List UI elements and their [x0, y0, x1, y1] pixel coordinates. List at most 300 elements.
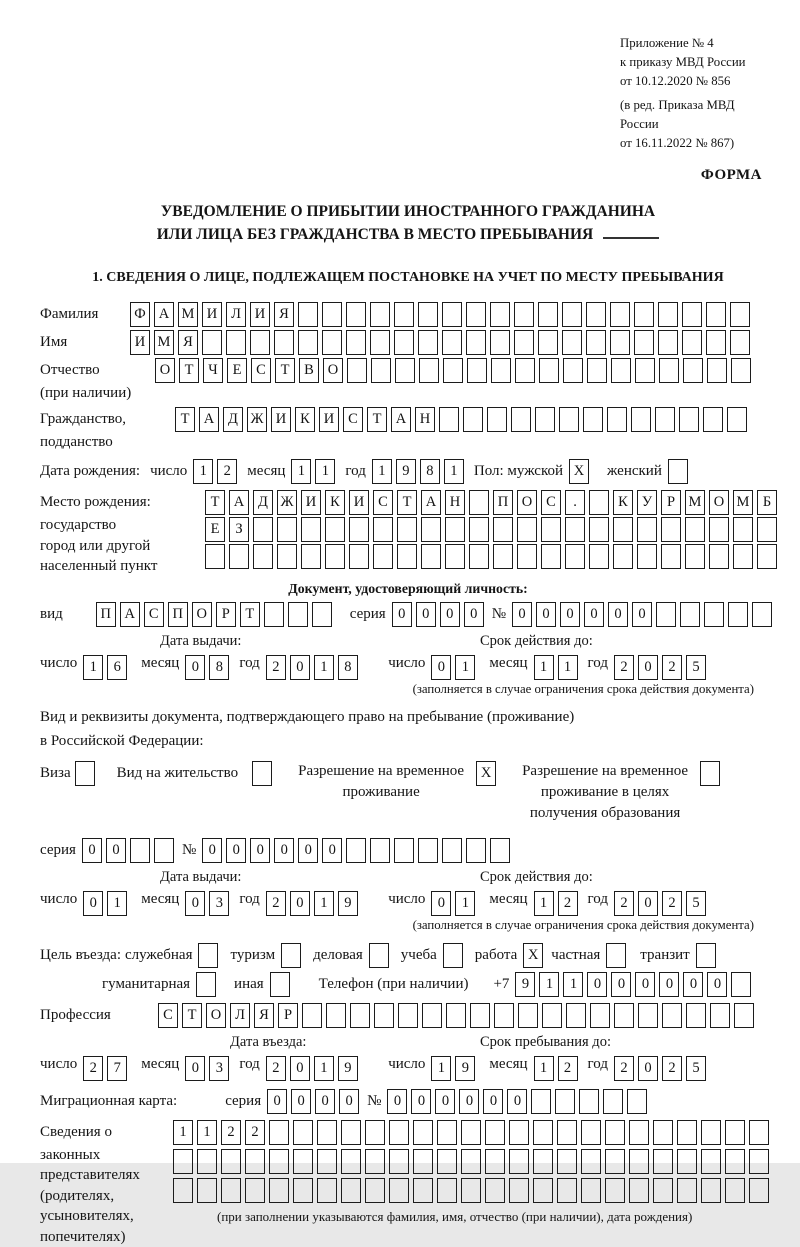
char-cell[interactable]: 5 — [686, 891, 706, 916]
char-cell[interactable] — [293, 1120, 313, 1145]
char-cell[interactable]: И — [250, 302, 270, 327]
char-cell[interactable] — [541, 517, 561, 542]
char-cell[interactable]: Т — [275, 358, 295, 383]
char-cell[interactable] — [253, 517, 273, 542]
char-cell[interactable] — [629, 1149, 649, 1174]
char-cell[interactable] — [709, 544, 729, 569]
char-cell[interactable] — [198, 943, 218, 968]
char-cell[interactable]: 7 — [107, 1056, 127, 1081]
char-cell[interactable]: 0 — [638, 1056, 658, 1081]
char-cell[interactable] — [281, 943, 301, 968]
char-cell[interactable]: Ч — [203, 358, 223, 383]
char-cell[interactable]: 1 — [431, 1056, 451, 1081]
char-cell[interactable]: 1 — [314, 891, 334, 916]
char-cell[interactable] — [469, 517, 489, 542]
char-cell[interactable]: 2 — [83, 1056, 103, 1081]
char-cell[interactable]: У — [637, 490, 657, 515]
char-cell[interactable] — [437, 1178, 457, 1203]
char-cell[interactable] — [557, 1178, 577, 1203]
char-cell[interactable] — [734, 1003, 754, 1028]
char-cell[interactable] — [346, 330, 366, 355]
char-cell[interactable] — [205, 544, 225, 569]
char-cell[interactable] — [365, 1178, 385, 1203]
char-cell[interactable]: 2 — [614, 655, 634, 680]
char-cell[interactable]: И — [130, 330, 150, 355]
char-cell[interactable] — [418, 838, 438, 863]
char-cell[interactable]: Д — [253, 490, 273, 515]
char-cell[interactable] — [514, 330, 534, 355]
char-cell[interactable] — [443, 358, 463, 383]
char-cell[interactable] — [557, 1149, 577, 1174]
char-cell[interactable] — [269, 1149, 289, 1174]
char-cell[interactable]: 1 — [107, 891, 127, 916]
char-cell[interactable] — [725, 1120, 745, 1145]
char-cell[interactable] — [221, 1178, 241, 1203]
char-cell[interactable] — [696, 943, 716, 968]
char-cell[interactable] — [661, 517, 681, 542]
char-cell[interactable]: 1 — [563, 972, 583, 997]
char-cell[interactable]: 0 — [611, 972, 631, 997]
char-cell[interactable]: К — [613, 490, 633, 515]
char-cell[interactable] — [677, 1149, 697, 1174]
char-cell[interactable]: А — [120, 602, 140, 627]
char-cell[interactable] — [493, 517, 513, 542]
char-cell[interactable]: И — [301, 490, 321, 515]
char-cell[interactable]: 1 — [291, 459, 311, 484]
char-cell[interactable]: О — [206, 1003, 226, 1028]
char-cell[interactable] — [277, 544, 297, 569]
char-cell[interactable]: Т — [179, 358, 199, 383]
char-cell[interactable]: 0 — [483, 1089, 503, 1114]
char-cell[interactable] — [270, 972, 290, 997]
char-cell[interactable]: 1 — [534, 655, 554, 680]
char-cell[interactable] — [298, 302, 318, 327]
char-cell[interactable] — [707, 358, 727, 383]
char-cell[interactable]: 1 — [314, 1056, 334, 1081]
char-cell[interactable]: О — [155, 358, 175, 383]
char-cell[interactable] — [586, 330, 606, 355]
char-cell[interactable]: 1 — [534, 1056, 554, 1081]
char-cell[interactable] — [277, 517, 297, 542]
char-cell[interactable]: Р — [216, 602, 236, 627]
char-cell[interactable] — [317, 1120, 337, 1145]
char-cell[interactable] — [517, 544, 537, 569]
char-cell[interactable] — [631, 407, 651, 432]
char-cell[interactable]: В — [299, 358, 319, 383]
char-cell[interactable]: 2 — [245, 1120, 265, 1145]
char-cell[interactable] — [509, 1120, 529, 1145]
char-cell[interactable] — [749, 1178, 769, 1203]
char-cell[interactable]: С — [144, 602, 164, 627]
char-cell[interactable] — [370, 838, 390, 863]
char-cell[interactable]: 0 — [322, 838, 342, 863]
char-cell[interactable]: С — [541, 490, 561, 515]
char-cell[interactable] — [467, 358, 487, 383]
char-cell[interactable]: Я — [178, 330, 198, 355]
char-cell[interactable]: Ж — [277, 490, 297, 515]
char-cell[interactable] — [443, 943, 463, 968]
char-cell[interactable]: Т — [397, 490, 417, 515]
char-cell[interactable]: 2 — [558, 1056, 578, 1081]
char-cell[interactable] — [463, 407, 483, 432]
char-cell[interactable] — [470, 1003, 490, 1028]
char-cell[interactable] — [154, 838, 174, 863]
char-cell[interactable] — [469, 490, 489, 515]
char-cell[interactable] — [680, 602, 700, 627]
char-cell[interactable]: Д — [223, 407, 243, 432]
char-cell[interactable]: Я — [274, 302, 294, 327]
char-cell[interactable]: 2 — [614, 1056, 634, 1081]
char-cell[interactable] — [637, 544, 657, 569]
char-cell[interactable]: 0 — [298, 838, 318, 863]
char-cell[interactable]: 8 — [420, 459, 440, 484]
char-cell[interactable]: 2 — [217, 459, 237, 484]
char-cell[interactable] — [538, 330, 558, 355]
char-cell[interactable] — [538, 302, 558, 327]
char-cell[interactable] — [439, 407, 459, 432]
char-cell[interactable] — [514, 302, 534, 327]
char-cell[interactable] — [603, 1089, 623, 1114]
char-cell[interactable] — [653, 1149, 673, 1174]
char-cell[interactable]: И — [202, 302, 222, 327]
char-cell[interactable]: 0 — [185, 1056, 205, 1081]
char-cell[interactable]: Т — [175, 407, 195, 432]
char-cell[interactable]: 0 — [202, 838, 222, 863]
char-cell[interactable] — [583, 407, 603, 432]
char-cell[interactable] — [446, 1003, 466, 1028]
char-cell[interactable] — [581, 1120, 601, 1145]
char-cell[interactable] — [350, 1003, 370, 1028]
char-cell[interactable] — [730, 330, 750, 355]
char-cell[interactable] — [269, 1120, 289, 1145]
char-cell[interactable] — [701, 1149, 721, 1174]
char-cell[interactable]: 9 — [455, 1056, 475, 1081]
char-cell[interactable]: 0 — [431, 891, 451, 916]
char-cell[interactable] — [373, 517, 393, 542]
char-cell[interactable] — [685, 517, 705, 542]
char-cell[interactable]: 0 — [387, 1089, 407, 1114]
char-cell[interactable]: Б — [757, 490, 777, 515]
char-cell[interactable] — [701, 1120, 721, 1145]
char-cell[interactable] — [627, 1089, 647, 1114]
char-cell[interactable] — [346, 302, 366, 327]
char-cell[interactable] — [533, 1149, 553, 1174]
char-cell[interactable] — [389, 1149, 409, 1174]
char-cell[interactable] — [607, 407, 627, 432]
char-cell[interactable] — [293, 1178, 313, 1203]
char-cell[interactable]: 1 — [314, 655, 334, 680]
char-cell[interactable] — [605, 1149, 625, 1174]
char-cell[interactable]: . — [565, 490, 585, 515]
char-cell[interactable] — [731, 972, 751, 997]
char-cell[interactable] — [581, 1149, 601, 1174]
char-cell[interactable]: 2 — [662, 655, 682, 680]
char-cell[interactable]: Т — [240, 602, 260, 627]
char-cell[interactable]: 8 — [209, 655, 229, 680]
char-cell[interactable]: 0 — [106, 838, 126, 863]
char-cell[interactable] — [562, 330, 582, 355]
char-cell[interactable] — [442, 302, 462, 327]
char-cell[interactable]: Т — [182, 1003, 202, 1028]
char-cell[interactable]: О — [323, 358, 343, 383]
char-cell[interactable] — [757, 544, 777, 569]
char-cell[interactable] — [485, 1149, 505, 1174]
char-cell[interactable]: 1 — [444, 459, 464, 484]
char-cell[interactable] — [535, 407, 555, 432]
char-cell[interactable]: С — [373, 490, 393, 515]
char-cell[interactable]: 5 — [686, 655, 706, 680]
char-cell[interactable] — [518, 1003, 538, 1028]
char-cell[interactable]: 0 — [339, 1089, 359, 1114]
char-cell[interactable] — [629, 1178, 649, 1203]
char-cell[interactable]: И — [271, 407, 291, 432]
char-cell[interactable]: 0 — [608, 602, 628, 627]
char-cell[interactable] — [493, 544, 513, 569]
char-cell[interactable] — [490, 330, 510, 355]
char-cell[interactable] — [683, 358, 703, 383]
char-cell[interactable]: 0 — [416, 602, 436, 627]
char-cell[interactable] — [703, 407, 723, 432]
char-cell[interactable] — [517, 517, 537, 542]
char-cell[interactable] — [589, 490, 609, 515]
char-cell[interactable] — [579, 1089, 599, 1114]
char-cell[interactable]: О — [192, 602, 212, 627]
char-cell[interactable]: 3 — [209, 891, 229, 916]
char-cell[interactable]: 0 — [290, 655, 310, 680]
char-cell[interactable] — [613, 517, 633, 542]
char-cell[interactable]: 2 — [266, 655, 286, 680]
char-cell[interactable]: 2 — [662, 891, 682, 916]
char-cell[interactable]: 0 — [185, 891, 205, 916]
char-cell[interactable]: М — [733, 490, 753, 515]
char-cell[interactable] — [442, 330, 462, 355]
char-cell[interactable] — [555, 1089, 575, 1114]
char-cell[interactable]: 9 — [338, 891, 358, 916]
char-cell[interactable]: З — [229, 517, 249, 542]
char-cell[interactable]: 0 — [250, 838, 270, 863]
char-cell[interactable] — [437, 1149, 457, 1174]
char-cell[interactable] — [196, 972, 216, 997]
char-cell[interactable] — [704, 602, 724, 627]
char-cell[interactable] — [419, 358, 439, 383]
char-cell[interactable] — [341, 1178, 361, 1203]
char-cell[interactable] — [542, 1003, 562, 1028]
char-cell[interactable] — [461, 1120, 481, 1145]
char-cell[interactable] — [533, 1120, 553, 1145]
char-cell[interactable]: 1 — [372, 459, 392, 484]
char-cell[interactable] — [638, 1003, 658, 1028]
char-cell[interactable] — [369, 943, 389, 968]
char-cell[interactable] — [531, 1089, 551, 1114]
char-cell[interactable]: А — [199, 407, 219, 432]
char-cell[interactable]: 0 — [507, 1089, 527, 1114]
char-cell[interactable]: К — [295, 407, 315, 432]
char-cell[interactable]: 0 — [632, 602, 652, 627]
char-cell[interactable] — [490, 302, 510, 327]
char-cell[interactable] — [349, 517, 369, 542]
char-cell[interactable] — [606, 943, 626, 968]
char-cell[interactable] — [346, 838, 366, 863]
char-cell[interactable]: X — [569, 459, 589, 484]
char-cell[interactable] — [322, 330, 342, 355]
char-cell[interactable] — [341, 1120, 361, 1145]
char-cell[interactable] — [733, 544, 753, 569]
char-cell[interactable] — [679, 407, 699, 432]
char-cell[interactable] — [655, 407, 675, 432]
char-cell[interactable] — [566, 1003, 586, 1028]
char-cell[interactable]: 6 — [107, 655, 127, 680]
char-cell[interactable] — [413, 1178, 433, 1203]
char-cell[interactable] — [365, 1120, 385, 1145]
char-cell[interactable] — [229, 544, 249, 569]
char-cell[interactable]: 0 — [82, 838, 102, 863]
char-cell[interactable] — [658, 302, 678, 327]
char-cell[interactable]: X — [523, 943, 543, 968]
char-cell[interactable] — [634, 330, 654, 355]
char-cell[interactable] — [757, 517, 777, 542]
char-cell[interactable] — [197, 1149, 217, 1174]
char-cell[interactable]: С — [343, 407, 363, 432]
char-cell[interactable] — [293, 1149, 313, 1174]
char-cell[interactable]: П — [168, 602, 188, 627]
char-cell[interactable] — [494, 1003, 514, 1028]
char-cell[interactable] — [245, 1149, 265, 1174]
char-cell[interactable]: 0 — [707, 972, 727, 997]
char-cell[interactable] — [700, 761, 720, 786]
char-cell[interactable] — [485, 1178, 505, 1203]
char-cell[interactable]: 2 — [266, 891, 286, 916]
char-cell[interactable] — [725, 1178, 745, 1203]
char-cell[interactable]: А — [229, 490, 249, 515]
char-cell[interactable]: Р — [278, 1003, 298, 1028]
char-cell[interactable]: Е — [205, 517, 225, 542]
char-cell[interactable] — [371, 358, 391, 383]
char-cell[interactable] — [197, 1178, 217, 1203]
char-cell[interactable] — [325, 544, 345, 569]
char-cell[interactable]: А — [421, 490, 441, 515]
char-cell[interactable] — [629, 1120, 649, 1145]
char-cell[interactable]: И — [319, 407, 339, 432]
char-cell[interactable] — [677, 1120, 697, 1145]
char-cell[interactable] — [731, 358, 751, 383]
char-cell[interactable]: А — [391, 407, 411, 432]
char-cell[interactable] — [445, 544, 465, 569]
char-cell[interactable] — [341, 1149, 361, 1174]
char-cell[interactable]: 0 — [440, 602, 460, 627]
char-cell[interactable]: 9 — [396, 459, 416, 484]
char-cell[interactable] — [686, 1003, 706, 1028]
char-cell[interactable] — [398, 1003, 418, 1028]
char-cell[interactable] — [466, 838, 486, 863]
char-cell[interactable] — [317, 1178, 337, 1203]
char-cell[interactable]: Ж — [247, 407, 267, 432]
char-cell[interactable]: И — [349, 490, 369, 515]
char-cell[interactable]: Р — [661, 490, 681, 515]
char-cell[interactable]: 0 — [435, 1089, 455, 1114]
char-cell[interactable] — [515, 358, 535, 383]
char-cell[interactable] — [173, 1149, 193, 1174]
char-cell[interactable] — [302, 1003, 322, 1028]
char-cell[interactable]: Л — [230, 1003, 250, 1028]
char-cell[interactable]: А — [154, 302, 174, 327]
char-cell[interactable]: О — [709, 490, 729, 515]
char-cell[interactable]: 0 — [560, 602, 580, 627]
char-cell[interactable] — [610, 302, 630, 327]
char-cell[interactable]: 1 — [558, 655, 578, 680]
char-cell[interactable] — [274, 330, 294, 355]
char-cell[interactable] — [301, 517, 321, 542]
char-cell[interactable] — [581, 1178, 601, 1203]
char-cell[interactable]: 0 — [638, 891, 658, 916]
char-cell[interactable] — [589, 544, 609, 569]
char-cell[interactable]: Я — [254, 1003, 274, 1028]
char-cell[interactable] — [326, 1003, 346, 1028]
char-cell[interactable] — [613, 544, 633, 569]
char-cell[interactable] — [509, 1178, 529, 1203]
char-cell[interactable]: 0 — [274, 838, 294, 863]
char-cell[interactable] — [317, 1149, 337, 1174]
char-cell[interactable] — [539, 358, 559, 383]
char-cell[interactable] — [749, 1120, 769, 1145]
char-cell[interactable] — [301, 544, 321, 569]
char-cell[interactable]: 0 — [185, 655, 205, 680]
char-cell[interactable] — [661, 544, 681, 569]
char-cell[interactable] — [730, 302, 750, 327]
char-cell[interactable] — [298, 330, 318, 355]
char-cell[interactable] — [565, 544, 585, 569]
char-cell[interactable] — [394, 330, 414, 355]
char-cell[interactable]: 2 — [558, 891, 578, 916]
char-cell[interactable] — [586, 302, 606, 327]
char-cell[interactable]: 0 — [226, 838, 246, 863]
char-cell[interactable] — [413, 1149, 433, 1174]
char-cell[interactable] — [370, 302, 390, 327]
char-cell[interactable] — [710, 1003, 730, 1028]
char-cell[interactable] — [469, 544, 489, 569]
char-cell[interactable] — [541, 544, 561, 569]
char-cell[interactable] — [656, 602, 676, 627]
char-cell[interactable] — [653, 1178, 673, 1203]
char-cell[interactable] — [394, 838, 414, 863]
char-cell[interactable] — [322, 302, 342, 327]
char-cell[interactable] — [226, 330, 246, 355]
char-cell[interactable] — [397, 517, 417, 542]
char-cell[interactable] — [421, 517, 441, 542]
char-cell[interactable]: Л — [226, 302, 246, 327]
char-cell[interactable] — [442, 838, 462, 863]
char-cell[interactable]: 5 — [686, 1056, 706, 1081]
char-cell[interactable] — [466, 302, 486, 327]
char-cell[interactable]: 0 — [536, 602, 556, 627]
char-cell[interactable] — [288, 602, 308, 627]
char-cell[interactable]: 8 — [338, 655, 358, 680]
char-cell[interactable]: О — [517, 490, 537, 515]
char-cell[interactable]: Т — [367, 407, 387, 432]
char-cell[interactable] — [491, 358, 511, 383]
char-cell[interactable] — [487, 407, 507, 432]
char-cell[interactable] — [347, 358, 367, 383]
char-cell[interactable] — [709, 517, 729, 542]
char-cell[interactable]: 0 — [431, 655, 451, 680]
char-cell[interactable] — [253, 544, 273, 569]
char-cell[interactable]: 1 — [455, 655, 475, 680]
char-cell[interactable]: 0 — [411, 1089, 431, 1114]
char-cell[interactable]: П — [493, 490, 513, 515]
char-cell[interactable]: С — [158, 1003, 178, 1028]
char-cell[interactable] — [728, 602, 748, 627]
char-cell[interactable] — [605, 1178, 625, 1203]
char-cell[interactable]: 1 — [455, 891, 475, 916]
